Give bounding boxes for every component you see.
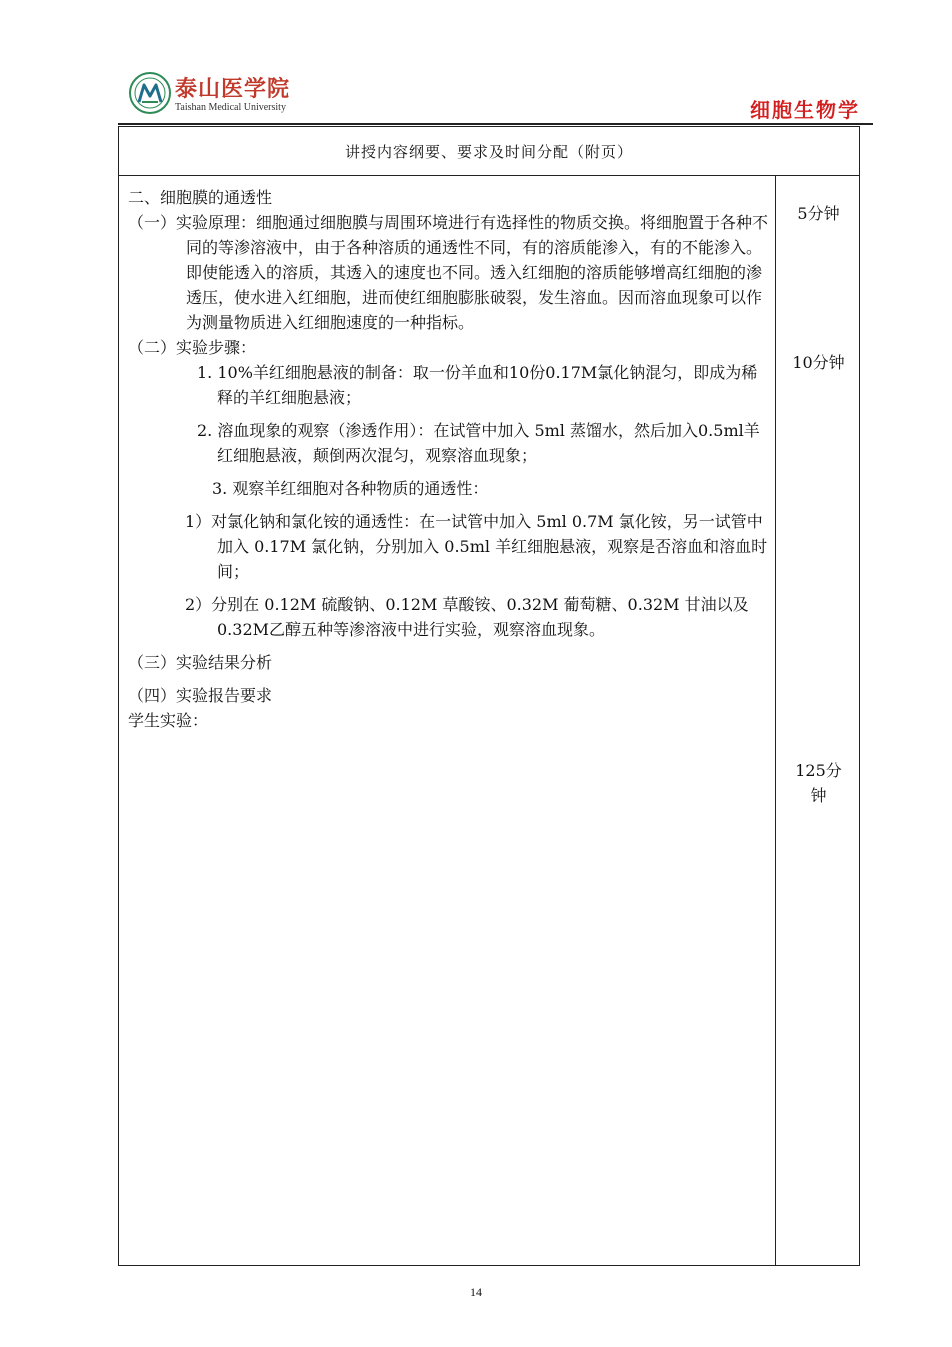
time-allocation-2: 10分钟 bbox=[792, 353, 845, 372]
course-title: 细胞生物学 bbox=[750, 98, 860, 122]
step-1: 1. 10%羊红细胞悬液的制备：取一份羊血和10份0.17M氯化钠混匀，即成为稀释的羊红细胞悬液； bbox=[197, 363, 758, 407]
steps-heading: （二）实验步骤： bbox=[128, 338, 257, 357]
step-3: 3. 观察羊红细胞对各种物质的通透性： bbox=[212, 479, 489, 498]
page-number: 14 bbox=[470, 1285, 482, 1299]
student-experiment-label: 学生实验： bbox=[128, 711, 209, 730]
time-allocation-3: 125分钟 bbox=[795, 761, 842, 805]
substep-1: 1）对氯化钠和氯化铵的通透性：在一试管中加入 5ml 0.7M 氯化铵，另一试管中加入 0.17M 氯化钠，分别加入 0.5ml 羊红细胞悬液，观察是否溶血和溶血时间； bbox=[185, 512, 768, 581]
substep-2: 2）分别在 0.12M 硫酸钠、0.12M 草酸铵、0.32M 葡萄糖、0.32M 甘油以及0.32M乙醇五种等渗溶液中进行实验，观察溶血现象。 bbox=[185, 595, 749, 639]
section-heading: 二、细胞膜的通透性 bbox=[128, 188, 273, 207]
university-emblem-icon bbox=[128, 70, 172, 116]
table-title: 讲授内容纲要、要求及时间分配（附页） bbox=[119, 127, 859, 176]
logo-english-name: Taishan Medical University bbox=[175, 102, 286, 113]
column-divider bbox=[775, 175, 776, 1265]
header-rule bbox=[118, 123, 873, 125]
analysis-heading: （三）实验结果分析 bbox=[128, 653, 273, 672]
time-allocation-1: 5分钟 bbox=[797, 204, 840, 223]
content-cell bbox=[128, 185, 768, 733]
step-2: 2. 溶血现象的观察（渗透作用）：在试管中加入 5ml 蒸馏水，然后加入0.5ml羊红细胞悬液，颠倒两次混匀，观察溶血现象； bbox=[197, 421, 760, 465]
syllabus-table bbox=[118, 126, 860, 1266]
principle-paragraph: （一）实验原理：细胞通过细胞膜与周围环境进行有选择性的物质交换。将细胞置于各种不同的等渗溶液中，由于各种溶质的通透性不同，有的溶质能渗入，有的不能渗入。即使能透入的溶质，其透入的速度也不同。透入红细胞的溶质能够增高红细胞的渗透压，使水进入红细胞，进而使红细胞膨胀破裂，发生溶血。因而溶血现象可以作为测量物质进入红细胞速度的一种指标。 bbox=[128, 213, 769, 332]
university-logo bbox=[128, 70, 318, 118]
report-heading: （四）实验报告要求 bbox=[128, 686, 273, 705]
logo-chinese-name: 泰山医学院 bbox=[175, 76, 291, 102]
